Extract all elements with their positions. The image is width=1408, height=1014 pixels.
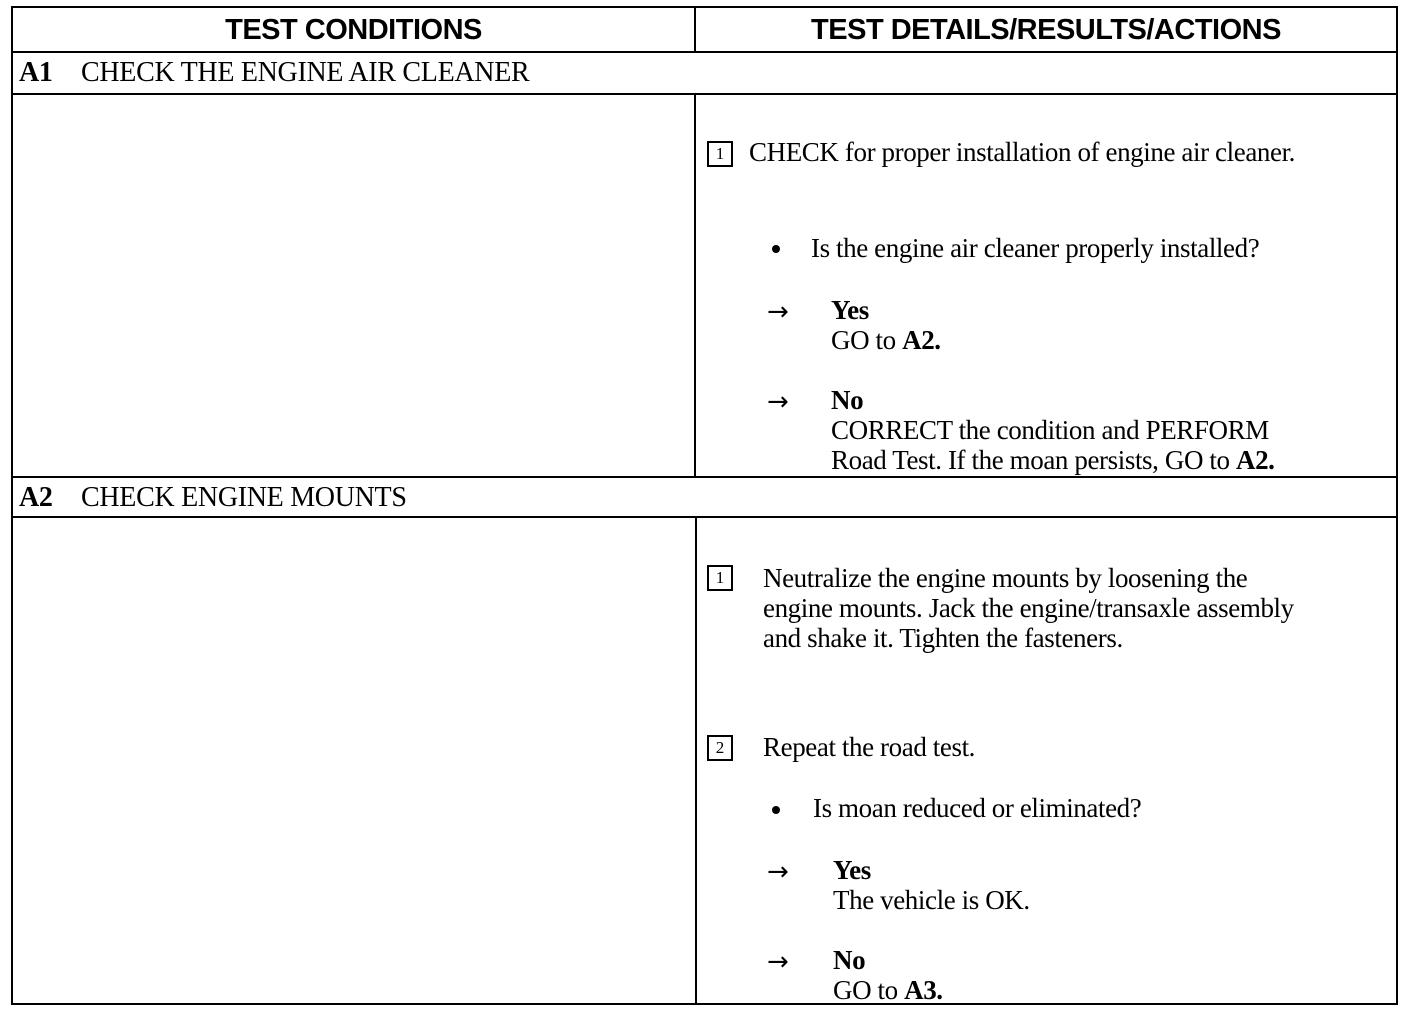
- yes-label: Yes: [833, 855, 871, 885]
- section-id: A2: [19, 482, 53, 513]
- step-number-box: 2: [707, 735, 733, 761]
- step-text: [763, 563, 1294, 653]
- section-divider: [13, 516, 1396, 518]
- yes-action: GO to: [831, 325, 896, 355]
- diagnostic-table: [11, 6, 1398, 1005]
- step-number-box: 1: [707, 565, 733, 591]
- column-header-test-details: TEST DETAILS/RESULTS/ACTIONS: [811, 14, 1281, 46]
- yes-result: [831, 295, 941, 355]
- section-title-a1: [13, 53, 1396, 93]
- arrow-right-icon: →: [767, 297, 789, 327]
- section-title: CHECK THE ENGINE AIR CLEANER: [81, 57, 530, 88]
- step-text: Repeat the road test.: [763, 732, 976, 762]
- arrow-right-icon: →: [767, 857, 789, 887]
- column-header-test-conditions: TEST CONDITIONS: [225, 14, 482, 46]
- question-text: Is moan reduced or eliminated?: [813, 793, 1142, 823]
- no-label: No: [833, 945, 866, 975]
- section-title: CHECK ENGINE MOUNTS: [81, 482, 407, 513]
- column-divider: [695, 518, 697, 1005]
- step-text-line: engine mounts. Jack the engine/transaxle assembly: [763, 593, 1294, 623]
- no-action: GO to: [833, 975, 898, 1005]
- no-action-line1: CORRECT the condition and PERFORM: [831, 415, 1269, 445]
- no-action-line2: Road Test. If the moan persists, GO to: [831, 445, 1230, 475]
- section-id: A1: [19, 57, 53, 88]
- no-result: [833, 945, 943, 1005]
- step-text-line: Neutralize the engine mounts by loosening the: [763, 563, 1248, 593]
- no-ref: A2.: [1235, 445, 1275, 475]
- column-divider: [694, 95, 696, 476]
- step-instruction: for proper installation of engine air cleaner.: [844, 137, 1296, 167]
- header-column-divider: [694, 8, 696, 53]
- step-verb: CHECK: [749, 137, 839, 167]
- no-label: No: [831, 385, 864, 415]
- no-result: [831, 385, 1275, 475]
- yes-action: The vehicle is OK.: [833, 885, 1030, 915]
- bullet-icon: [772, 806, 780, 814]
- step-number-box: 1: [707, 141, 733, 167]
- section-title-a2: [13, 478, 1396, 518]
- step-text-line: and shake it. Tighten the fasteners.: [763, 623, 1123, 653]
- no-ref: A3.: [904, 975, 943, 1005]
- arrow-right-icon: →: [767, 947, 789, 977]
- section-divider: [13, 93, 1396, 95]
- arrow-right-icon: →: [767, 387, 789, 417]
- bullet-icon: [772, 245, 780, 253]
- yes-label: Yes: [831, 295, 869, 325]
- yes-ref: A2.: [902, 325, 941, 355]
- question-text: Is the engine air cleaner properly installed?: [811, 233, 1260, 263]
- step-text: [749, 137, 1295, 167]
- yes-result: [833, 855, 1030, 915]
